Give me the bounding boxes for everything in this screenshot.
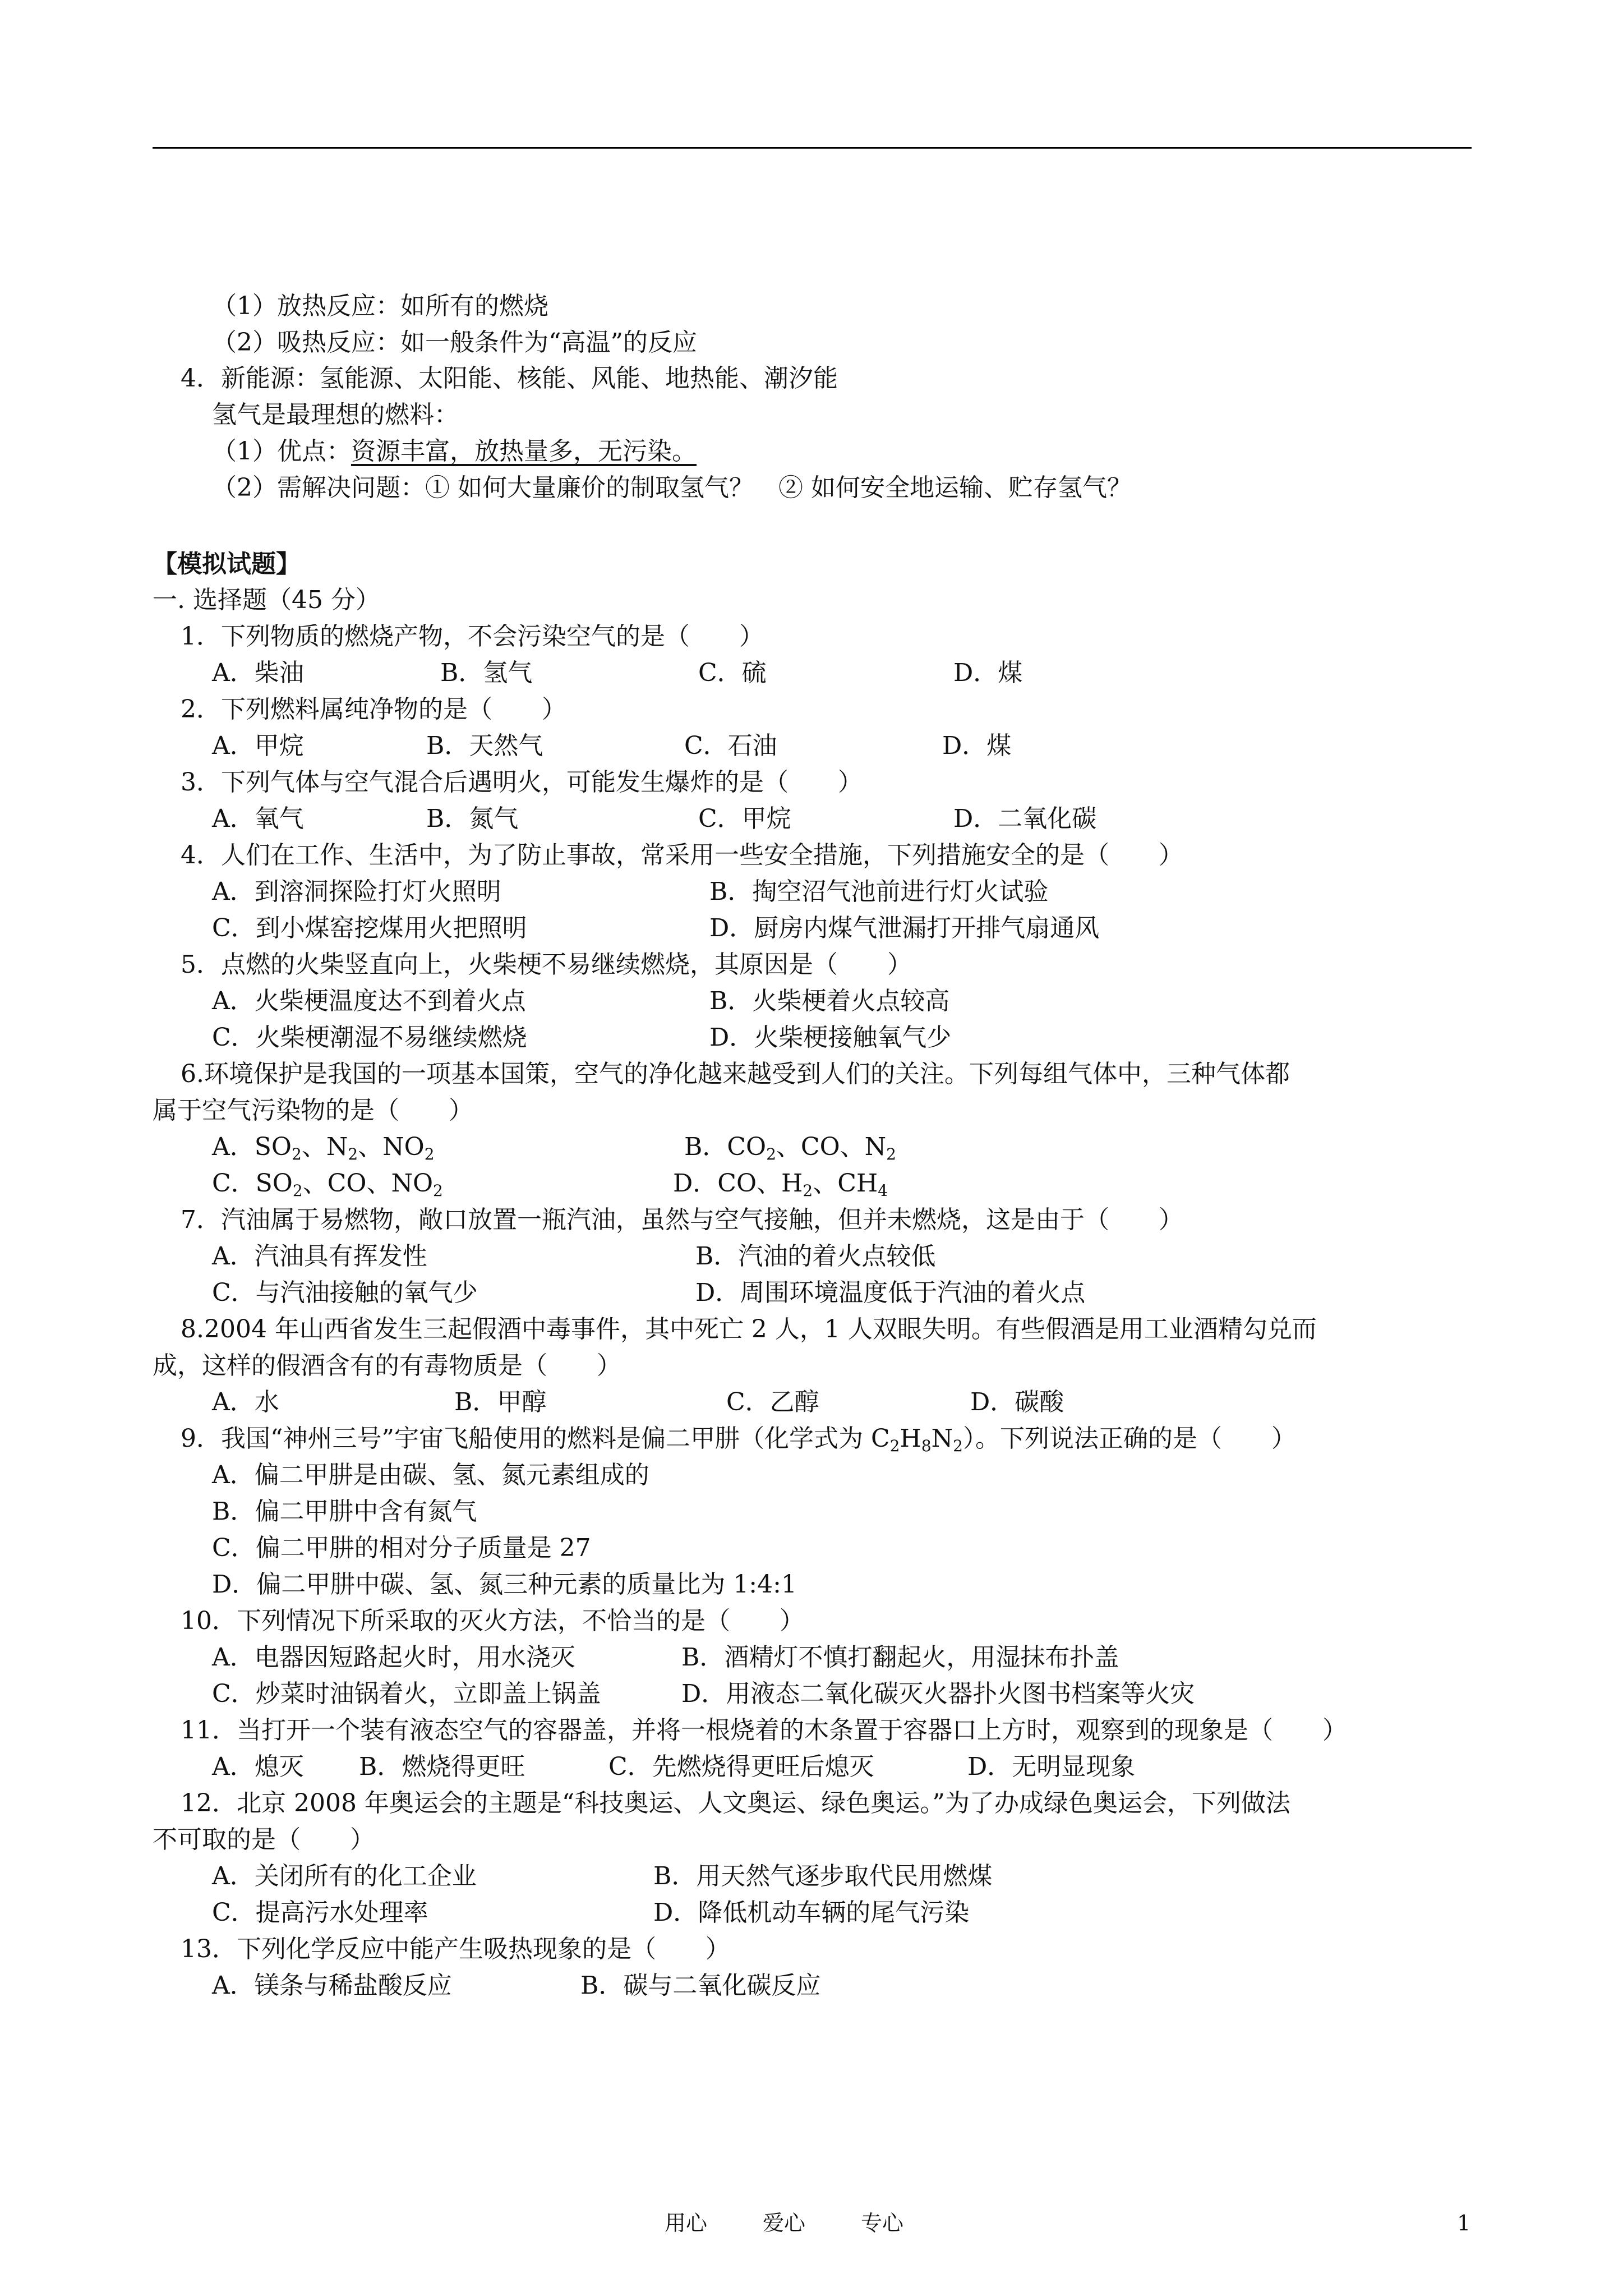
note-endothermic: （2）吸热反应：如一般条件为“高温”的反应 <box>212 328 697 357</box>
part-title: 一. 选择题（45 分） <box>153 586 380 614</box>
q5-option-b: B．火柴梗着火点较高 <box>709 987 950 1015</box>
note-problems: （2）需解决问题：① 如何大量廉价的制取氢气？ ② 如何安全地运输、贮存氢气？ <box>212 473 1132 502</box>
q3-option-d: D．二氧化碳 <box>953 804 1097 833</box>
q7-option-b: B．汽油的着火点较低 <box>695 1242 936 1271</box>
q2-option-c: C．石油 <box>684 731 777 760</box>
q2-option-b: B．天然气 <box>426 731 543 760</box>
note-hydrogen: 氢气是最理想的燃料： <box>212 401 459 429</box>
q1-option-b: B．氢气 <box>440 659 533 687</box>
question-5: 5．点燃的火柴竖直向上，火柴梗不易继续燃烧，其原因是（ ） <box>181 950 912 979</box>
q11-option-c: C．先燃烧得更旺后熄灭 <box>608 1752 874 1781</box>
q1-option-a: A．柴油 <box>212 659 304 687</box>
question-6-line-1: 6.环境保护是我国的一项基本国策，空气的净化越来越受到人们的关注。下列每组气体中，三种气体都 <box>181 1060 1290 1088</box>
q4-option-d: D．厨房内煤气泄漏打开排气扇通风 <box>709 914 1100 942</box>
note-advantages <box>212 435 697 468</box>
question-2: 2．下列燃料属纯净物的是（ ） <box>181 695 566 724</box>
q7-option-a: A．汽油具有挥发性 <box>212 1242 427 1271</box>
q8-option-a: A．水 <box>212 1388 279 1416</box>
question-12-line-1: 12．北京 2008 年奥运会的主题是“科技奥运、人文奥运、绿色奥运。”为了办成绿色奥运会，下列做法 <box>181 1789 1290 1818</box>
q12-option-c: C．提高污水处理率 <box>212 1898 428 1927</box>
q4-option-c: C．到小煤窑挖煤用火把照明 <box>212 914 527 942</box>
question-12-line-2: 不可取的是（ ） <box>153 1825 375 1854</box>
q3-option-c: C．甲烷 <box>698 804 791 833</box>
q8-option-d: D．碳酸 <box>970 1388 1064 1416</box>
footer-text-1: 用心 <box>665 2211 708 2235</box>
note-advantages-text: 资源丰富，放热量多，无污染。 <box>351 437 697 466</box>
q7-option-d: D．周围环境温度低于汽油的着火点 <box>695 1278 1086 1307</box>
q4-option-b: B．掏空沼气池前进行灯火试验 <box>709 877 1049 906</box>
q6-option-c: C．$SO_2$、CO、$NO_2$ <box>212 1169 443 1200</box>
question-10: 10．下列情况下所采取的灭火方法，不恰当的是（ ） <box>181 1607 804 1635</box>
q5-option-c: C．火柴梗潮湿不易继续燃烧 <box>212 1023 527 1052</box>
question-9: 9．我国“神州三号”宇宙飞船使用的燃料是偏二甲肼（化学式为 $C_2H_8N_2$）。下列说法正确的是（ ） <box>181 1424 1296 1455</box>
q2-option-a: A．甲烷 <box>212 731 304 760</box>
q3-option-b: B．氮气 <box>426 804 519 833</box>
question-8-line-2: 成，这样的假酒含有的有毒物质是（ ） <box>153 1351 621 1380</box>
note-advantages-label: （1）优点： <box>212 437 351 466</box>
question-8-line-1: 8.2004 年山西省发生三起假酒中毒事件，其中死亡 2 人，1 人双眼失明。有些假酒是用工业酒精勾兑而 <box>181 1315 1317 1343</box>
section-title: 【模拟试题】 <box>153 550 301 578</box>
note-exothermic: （1）放热反应：如所有的燃烧 <box>212 292 548 320</box>
q4-option-a: A．到溶洞探险打灯火照明 <box>212 877 501 906</box>
note-new-energy: 4．新能源：氢能源、太阳能、核能、风能、地热能、潮汐能 <box>181 364 838 393</box>
q9-option-b: B．偏二甲肼中含有氮气 <box>212 1497 477 1526</box>
q1-option-c: C．硫 <box>698 659 767 687</box>
q11-option-b: B．燃烧得更旺 <box>359 1752 525 1781</box>
q13-option-b: B．碳与二氧化碳反应 <box>580 1971 821 2000</box>
footer-text-3: 专心 <box>861 2211 904 2235</box>
q5-option-a: A．火柴梗温度达不到着火点 <box>212 987 526 1015</box>
q9-option-c: C．偏二甲肼的相对分子质量是 27 <box>212 1534 591 1562</box>
q6-option-b: B．$CO_2$、CO、$N_2$ <box>684 1133 896 1163</box>
q6-option-a: A．$SO_2$、$N_2$、$NO_2$ <box>212 1133 435 1163</box>
q10-option-c: C．炒菜时油锅着火，立即盖上锅盖 <box>212 1680 601 1708</box>
q12-option-d: D．降低机动车辆的尾气污染 <box>653 1898 970 1927</box>
header-rule <box>153 147 1472 149</box>
q11-option-d: D．无明显现象 <box>967 1752 1136 1781</box>
question-6-line-2: 属于空气污染物的是（ ） <box>153 1096 473 1125</box>
q8-option-c: C．乙醇 <box>726 1388 819 1416</box>
q11-option-a: A．熄灭 <box>212 1752 304 1781</box>
footer-text-2: 爱心 <box>763 2211 806 2235</box>
q12-option-a: A．关闭所有的化工企业 <box>212 1862 477 1890</box>
question-13: 13．下列化学反应中能产生吸热现象的是（ ） <box>181 1935 730 1963</box>
q7-option-c: C．与汽油接触的氧气少 <box>212 1278 478 1307</box>
question-3: 3．下列气体与空气混合后遇明火，可能发生爆炸的是（ ） <box>181 768 863 797</box>
q1-option-d: D．煤 <box>953 659 1023 687</box>
q10-option-a: A．电器因短路起火时，用水浇灭 <box>212 1643 575 1672</box>
q6-option-d: D．CO、$H_2$、$CH_4$ <box>673 1169 888 1200</box>
q8-option-b: B．甲醇 <box>454 1388 547 1416</box>
question-1: 1．下列物质的燃烧产物，不会污染空气的是（ ） <box>181 622 764 651</box>
page-number: 1 <box>1457 2211 1471 2235</box>
q9-option-d: D．偏二甲肼中碳、氢、氮三种元素的质量比为 1:4:1 <box>212 1570 797 1599</box>
question-4: 4．人们在工作、生活中，为了防止事故，常采用一些安全措施，下列措施安全的是（ ） <box>181 841 1183 869</box>
q9-option-a: A．偏二甲肼是由碳、氢、氮元素组成的 <box>212 1461 649 1489</box>
q10-option-d: D．用液态二氧化碳灭火器扑火图书档案等火灾 <box>681 1680 1195 1708</box>
q3-option-a: A．氧气 <box>212 804 304 833</box>
question-7: 7．汽油属于易燃物，敞口放置一瓶汽油，虽然与空气接触，但并未燃烧，这是由于（ ） <box>181 1205 1183 1234</box>
q13-option-a: A．镁条与稀盐酸反应 <box>212 1971 452 2000</box>
q5-option-d: D．火柴梗接触氧气少 <box>709 1023 952 1052</box>
q2-option-d: D．煤 <box>942 731 1012 760</box>
question-11: 11．当打开一个装有液态空气的容器盖，并将一根烧着的木条置于容器口上方时，观察到的现象是（ ） <box>181 1716 1347 1745</box>
q10-option-b: B．酒精灯不慎打翻起火，用湿抹布扑盖 <box>681 1643 1119 1672</box>
q12-option-b: B．用天然气逐步取代民用燃煤 <box>653 1862 993 1890</box>
